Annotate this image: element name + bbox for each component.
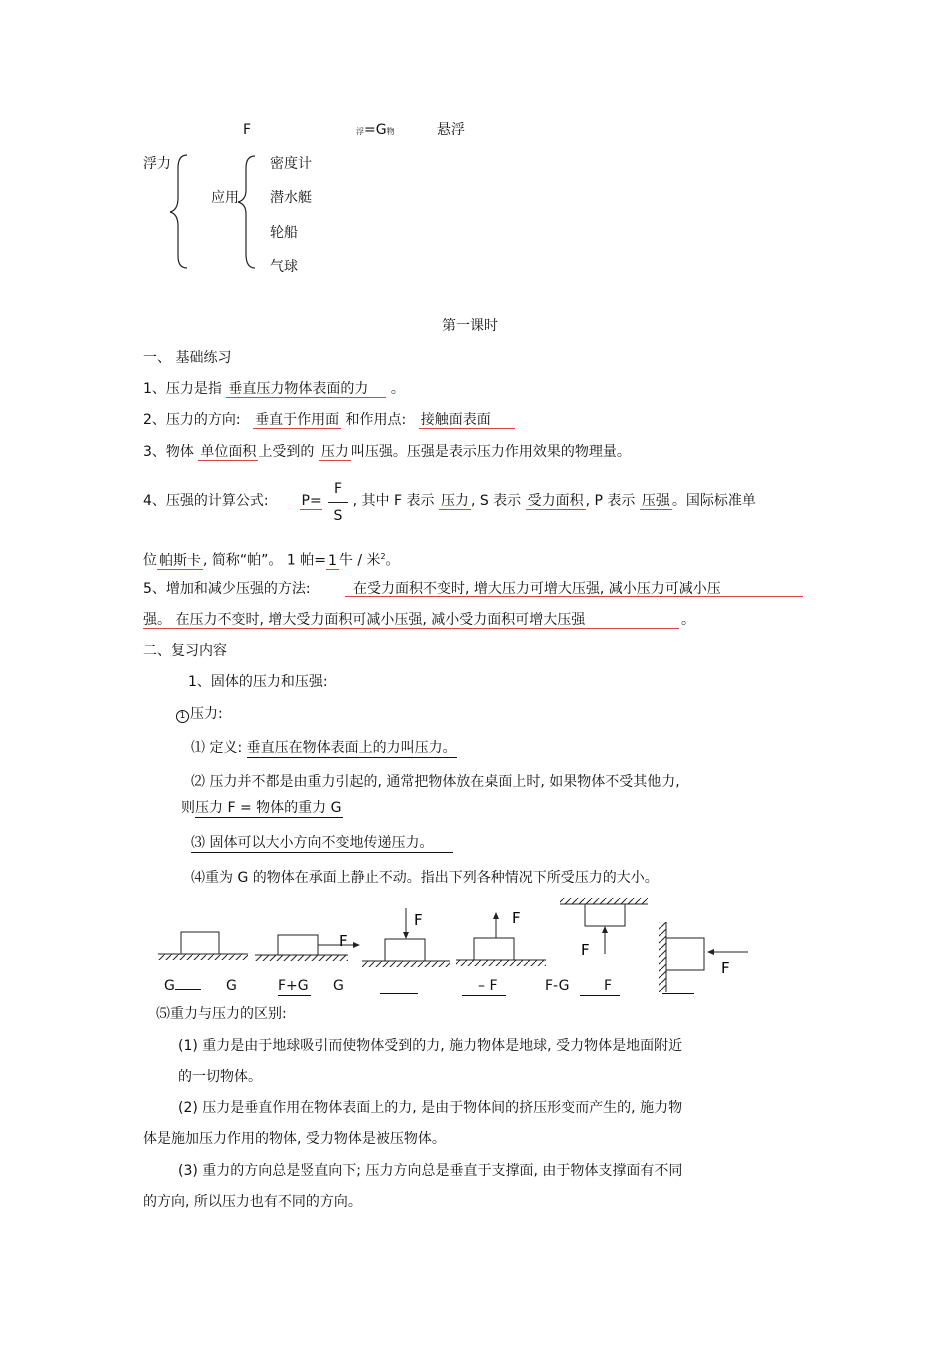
arrowhead	[602, 926, 608, 933]
diagram-answer-5	[462, 977, 506, 996]
q4-text-b: , S 表示	[470, 493, 522, 509]
point-5: ⑸重力与压力的区别:	[156, 1006, 287, 1022]
brace-diagram	[160, 150, 270, 275]
p1-answer: 垂直压在物体表面上的力叫压力。	[246, 740, 457, 756]
question-1	[143, 380, 405, 398]
block	[585, 904, 625, 926]
force-label: F	[581, 941, 590, 959]
force-label: F	[339, 932, 348, 950]
diagram-answer-4: G	[333, 978, 344, 994]
difference-2-line2: 体是施加压力作用的物体, 受力物体是被压物体。	[143, 1131, 446, 1147]
q4-text-a: , 其中 F 表示	[352, 493, 435, 509]
lesson-title: 第一课时	[442, 318, 498, 334]
q1-end: 。	[390, 381, 405, 397]
q3-end: 叫压强。压强是表示压力作用效果的物理量。	[350, 444, 631, 460]
q2-answer-direction: 垂直于作用面	[255, 412, 340, 428]
point-2-line1: ⑵ 压力并不都是由重力引起的, 通常把物体放在桌面上时, 如果物体不受其他力,	[191, 774, 680, 790]
diagram-answer-6: F-G	[545, 978, 570, 994]
sub-obj: 物	[386, 127, 395, 136]
diagram-answer-2: G	[226, 978, 237, 994]
q4-line2-end: 。	[385, 552, 400, 569]
question-2	[143, 411, 515, 429]
q4-prefix: 4、压强的计算公式:	[143, 493, 269, 509]
ceiling-hatch	[560, 898, 648, 904]
diagram-answer-3	[278, 977, 311, 996]
formula-F: F	[243, 122, 252, 138]
answer-text: – F	[462, 977, 506, 996]
answer-blank	[380, 977, 418, 994]
question-3	[143, 443, 631, 461]
question-4	[143, 492, 756, 510]
block	[181, 932, 219, 954]
point-3	[191, 834, 453, 853]
q3-prefix: 3、物体	[143, 444, 194, 460]
ground-hatch	[255, 955, 348, 961]
force-label: F	[512, 909, 521, 927]
q4-answer-one: 1	[327, 552, 337, 569]
app-item: 密度计	[270, 156, 312, 172]
arrowhead	[493, 912, 499, 919]
q4-answer-pressure: 压强	[641, 493, 670, 509]
arrowhead	[403, 932, 409, 939]
diagram-answer-blank	[380, 977, 418, 999]
q4-line2-prefix: 位	[143, 552, 157, 569]
p2-answer: 压力 F = 物体的重力 G	[195, 800, 342, 816]
block	[385, 939, 425, 961]
q5-underline1	[345, 596, 803, 597]
sub-buoy: 浮	[356, 127, 364, 136]
question-5	[143, 580, 311, 598]
q5-underline2	[143, 628, 679, 629]
difference-1-line2: 的一切物体。	[178, 1069, 262, 1085]
q4-text-d: 。国际标准单	[671, 493, 756, 509]
q4-answer-unit: 帕斯卡	[159, 552, 201, 569]
q2-prefix: 2、压力的方向:	[143, 412, 241, 428]
fraction-denominator: S	[333, 508, 343, 524]
q1-answer: 垂直压力物体表面的力	[226, 381, 386, 398]
p2-prefix: 则	[181, 800, 195, 816]
block	[278, 935, 318, 955]
formula-float-eq	[356, 121, 395, 141]
q4-P-equals: P=	[301, 493, 322, 509]
p3-text: ⑶ 固体可以大小方向不变地传递压力。	[191, 834, 453, 853]
buoyancy-label: 浮力	[143, 156, 171, 172]
answer-text: F	[580, 977, 620, 996]
force-label: F	[721, 959, 730, 977]
diagram-downward-force	[362, 908, 450, 967]
q1-prefix: 1、压力是指	[143, 381, 222, 397]
suspend-label: 悬浮	[437, 122, 465, 138]
outer-brace	[170, 155, 187, 268]
diagram-ceiling-force	[560, 898, 648, 959]
question-4-line2	[143, 548, 400, 570]
circled-one-icon: 1	[176, 710, 189, 723]
q4-superscript: 2	[380, 552, 386, 561]
q5-prefix: 5、增加和减少压强的方法:	[143, 581, 311, 597]
diagram-answer-blank-2	[662, 977, 694, 999]
app-item: 轮船	[270, 225, 298, 241]
pressure-label: 压力:	[190, 706, 223, 722]
point-2-line2	[181, 799, 343, 818]
fraction-bar	[328, 502, 348, 503]
block	[474, 938, 514, 960]
q4-line2-a: , 简称“帕”。 1 帕=	[203, 552, 326, 569]
fraction-numerator: F	[333, 481, 343, 497]
answer-blank	[175, 989, 201, 990]
q5-answer-line1: 在受力面积不变时, 增大压力可增大压强, 减小压力可减小压	[353, 581, 721, 597]
app-item: 气球	[270, 259, 298, 275]
q4-text-c: , P 表示	[585, 493, 636, 509]
q3-answer-force: 压力	[320, 444, 349, 460]
answer-text: F+G	[278, 978, 309, 994]
ground-hatch	[456, 960, 546, 966]
q3-mid: 上受到的	[258, 444, 315, 460]
ground-hatch	[158, 954, 248, 960]
diagram-answer-1	[164, 977, 201, 995]
inner-brace	[238, 156, 255, 268]
ground-hatch	[362, 961, 450, 967]
force-label: F	[414, 911, 423, 929]
difference-3-line1: (3) 重力的方向总是竖直向下; 压力方向总是垂直于支撑面, 由于物体支撑面有不同	[178, 1163, 683, 1179]
section1-heading: 一、 基础练习	[143, 350, 232, 366]
point-4: ⑷重为 G 的物体在承面上静止不动。指出下列各种情况下所受压力的大小。	[191, 870, 659, 886]
q4-answer-area: 受力面积	[527, 493, 584, 509]
q4-answer-force: 压力	[440, 493, 469, 509]
p1-prefix: ⑴ 定义:	[191, 740, 243, 756]
q5-answer-line2: 强。 在压力不变时, 增大受力面积可减小压强, 减小受力面积可增大压强	[143, 612, 586, 628]
arrowhead	[707, 949, 714, 955]
app-item: 潜水艇	[270, 190, 312, 206]
arrowhead	[353, 942, 360, 948]
answer-blank	[662, 977, 694, 994]
q4-line2-b: 牛 / 米	[338, 552, 381, 569]
diagram-answer-7	[580, 977, 620, 996]
section2-heading: 二、复习内容	[143, 643, 227, 659]
q2-answer-point: 接触面表面	[419, 412, 515, 429]
subsection-1: 1、固体的压力和压强:	[188, 674, 328, 690]
diagram-horizontal-force	[255, 932, 360, 961]
q2-mid: 和作用点:	[345, 412, 407, 428]
block	[666, 938, 704, 970]
application-label: 应用	[211, 190, 239, 206]
q3-answer-area: 单位面积	[200, 444, 257, 460]
difference-1-line1: (1) 重力是由于地球吸引而使物体受到的力, 施力物体是地球, 受力物体是地面附近	[178, 1038, 683, 1054]
diagram-resting-block	[158, 932, 248, 960]
answer-text: G	[164, 978, 175, 994]
q5-end: 。	[681, 612, 695, 628]
difference-2-line1: (2) 压力是垂直作用在物体表面上的力, 是由于物体间的挤压形变而产生的, 施力物	[178, 1100, 683, 1116]
diagram-upward-force	[456, 909, 546, 966]
difference-3-line2: 的方向, 所以压力也有不同的方向。	[143, 1194, 362, 1210]
pressure-heading	[176, 705, 223, 723]
eq-G: =G	[364, 122, 387, 138]
point-1	[191, 739, 457, 758]
